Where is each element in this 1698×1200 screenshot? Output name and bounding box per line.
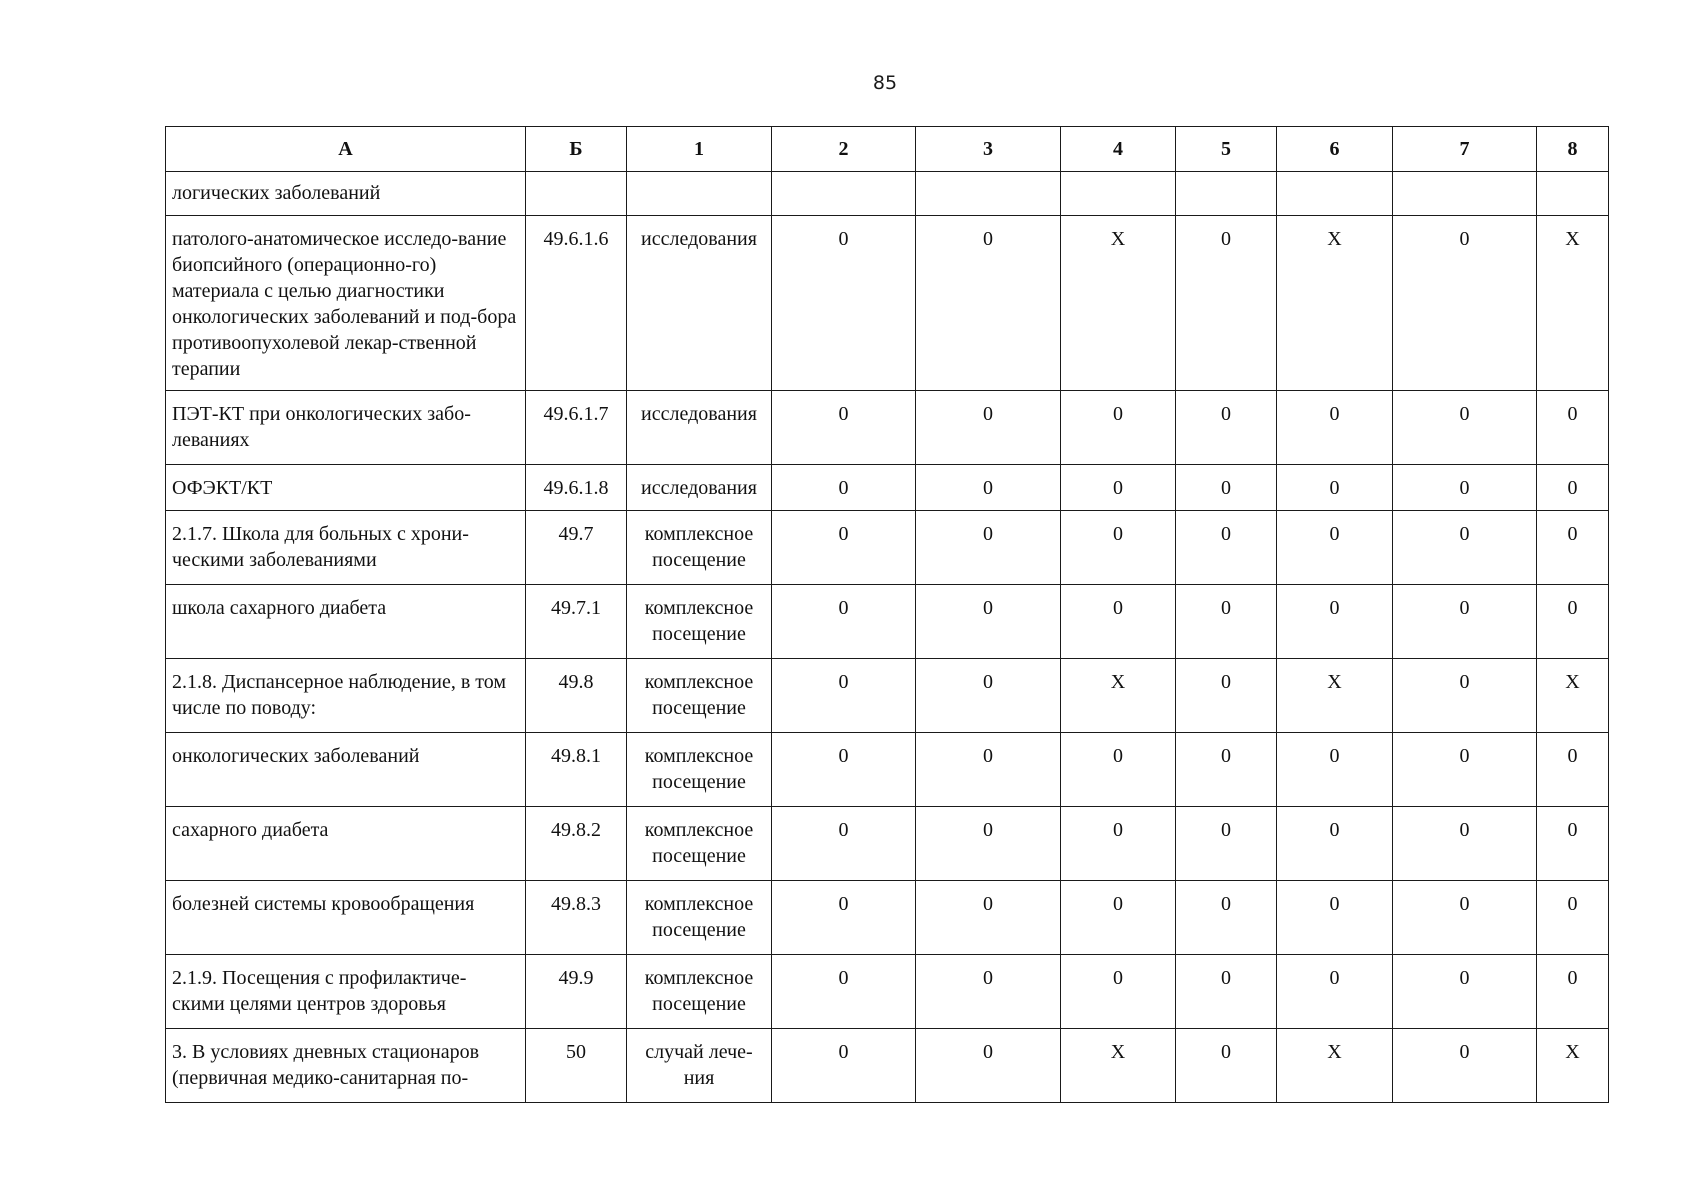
row-value-cell: X — [1061, 1029, 1176, 1103]
row-value-cell: X — [1277, 1029, 1393, 1103]
row-value-cell: 0 — [1061, 465, 1176, 511]
row-value-cell: 0 — [1061, 807, 1176, 881]
row-unit-cell: комплексное посещение — [627, 955, 772, 1029]
row-name-cell: сахарного диабета — [166, 807, 526, 881]
row-value-cell: 0 — [1176, 585, 1277, 659]
row-value-cell: 0 — [1277, 807, 1393, 881]
row-name-cell: болезней системы кровообращения — [166, 881, 526, 955]
row-code-cell: 49.9 — [526, 955, 627, 1029]
row-value-cell: 0 — [1061, 511, 1176, 585]
row-name-cell: онкологических заболеваний — [166, 733, 526, 807]
empty-cell — [526, 172, 627, 216]
row-unit-cell: комплексное посещение — [627, 659, 772, 733]
row-value-cell: 0 — [1393, 511, 1537, 585]
row-code-cell: 49.8.3 — [526, 881, 627, 955]
row-value-cell: 0 — [772, 216, 916, 391]
row-value-cell: 0 — [1176, 511, 1277, 585]
row-value-cell: 0 — [1061, 391, 1176, 465]
row-value-cell: 0 — [772, 465, 916, 511]
empty-cell — [772, 172, 916, 216]
row-name-cell: ПЭТ-КТ при онкологических забо-леваниях — [166, 391, 526, 465]
row-value-cell: 0 — [772, 955, 916, 1029]
row-value-cell: 0 — [1277, 465, 1393, 511]
column-header: А — [166, 127, 526, 172]
table-row — [166, 465, 1609, 511]
row-value-cell: 0 — [1277, 955, 1393, 1029]
empty-cell — [627, 172, 772, 216]
row-value-cell: 0 — [1393, 881, 1537, 955]
row-value-cell: 0 — [1061, 955, 1176, 1029]
table-header-row — [166, 127, 1609, 172]
row-value-cell: 0 — [1277, 585, 1393, 659]
empty-cell — [1277, 172, 1393, 216]
row-name-cell: 2.1.7. Школа для больных с хрони-ческими заболеваниями — [166, 511, 526, 585]
row-value-cell: X — [1277, 659, 1393, 733]
table-row — [166, 881, 1609, 955]
row-value-cell: 0 — [1061, 585, 1176, 659]
row-value-cell: 0 — [916, 391, 1061, 465]
column-header: 3 — [916, 127, 1061, 172]
row-value-cell: 0 — [1537, 807, 1609, 881]
row-value-cell: 0 — [1393, 733, 1537, 807]
row-unit-cell: случай лече-ния — [627, 1029, 772, 1103]
row-value-cell: 0 — [772, 733, 916, 807]
table-row — [166, 585, 1609, 659]
row-value-cell: 0 — [1176, 881, 1277, 955]
row-value-cell: 0 — [1393, 1029, 1537, 1103]
empty-cell — [1176, 172, 1277, 216]
row-code-cell: 50 — [526, 1029, 627, 1103]
table-row — [166, 955, 1609, 1029]
row-unit-cell: комплексное посещение — [627, 807, 772, 881]
column-header: 4 — [1061, 127, 1176, 172]
row-value-cell: 0 — [1176, 216, 1277, 391]
row-value-cell: X — [1277, 216, 1393, 391]
row-name-cell: патолого-анатомическое исследо-вание биопсийного (операционно-го) материала с целью диагностики онкологических заболеваний и под-бора противоопухолевой лекар-ственной терапии — [166, 216, 526, 391]
empty-cell — [1061, 172, 1176, 216]
row-unit-cell: комплексное посещение — [627, 585, 772, 659]
row-value-cell: 0 — [1393, 216, 1537, 391]
row-name-cell: ОФЭКТ/КТ — [166, 465, 526, 511]
row-value-cell: 0 — [916, 881, 1061, 955]
row-value-cell: X — [1061, 216, 1176, 391]
row-code-cell: 49.6.1.7 — [526, 391, 627, 465]
row-value-cell: 0 — [916, 511, 1061, 585]
row-value-cell: 0 — [1537, 955, 1609, 1029]
row-value-cell: 0 — [916, 955, 1061, 1029]
row-value-cell: 0 — [1176, 659, 1277, 733]
row-value-cell: X — [1061, 659, 1176, 733]
row-value-cell: 0 — [1393, 807, 1537, 881]
table-body — [166, 172, 1609, 1103]
row-unit-cell: исследования — [627, 216, 772, 391]
row-unit-cell: комплексное посещение — [627, 733, 772, 807]
table-row — [166, 391, 1609, 465]
row-value-cell: 0 — [1537, 585, 1609, 659]
row-unit-cell: исследования — [627, 465, 772, 511]
column-header: Б — [526, 127, 627, 172]
row-value-cell: 0 — [1537, 881, 1609, 955]
row-value-cell: 0 — [1061, 881, 1176, 955]
row-code-cell: 49.8.1 — [526, 733, 627, 807]
row-value-cell: 0 — [772, 391, 916, 465]
empty-cell — [916, 172, 1061, 216]
row-value-cell: 0 — [1277, 391, 1393, 465]
row-code-cell: 49.6.1.6 — [526, 216, 627, 391]
table-row — [166, 1029, 1609, 1103]
column-header: 6 — [1277, 127, 1393, 172]
row-name-cell: школа сахарного диабета — [166, 585, 526, 659]
row-value-cell: 0 — [916, 733, 1061, 807]
row-value-cell: 0 — [1537, 733, 1609, 807]
row-value-cell: 0 — [1176, 807, 1277, 881]
row-value-cell: 0 — [1176, 1029, 1277, 1103]
row-value-cell: X — [1537, 659, 1609, 733]
row-value-cell: 0 — [1277, 511, 1393, 585]
row-value-cell: 0 — [772, 511, 916, 585]
table-row-continuation — [166, 172, 1609, 216]
row-value-cell: 0 — [1176, 465, 1277, 511]
row-value-cell: 0 — [1537, 391, 1609, 465]
row-code-cell: 49.6.1.8 — [526, 465, 627, 511]
row-name-cell: 2.1.8. Диспансерное наблюдение, в том числе по поводу: — [166, 659, 526, 733]
column-header: 7 — [1393, 127, 1537, 172]
row-value-cell: 0 — [1393, 465, 1537, 511]
row-value-cell: 0 — [772, 659, 916, 733]
row-value-cell: 0 — [1176, 391, 1277, 465]
row-value-cell: 0 — [1393, 955, 1537, 1029]
column-header: 1 — [627, 127, 772, 172]
table-row — [166, 733, 1609, 807]
row-value-cell: 0 — [1061, 733, 1176, 807]
table-row — [166, 807, 1609, 881]
empty-cell — [1393, 172, 1537, 216]
row-value-cell: 0 — [916, 585, 1061, 659]
column-header: 5 — [1176, 127, 1277, 172]
row-value-cell: 0 — [772, 1029, 916, 1103]
row-unit-cell: исследования — [627, 391, 772, 465]
row-value-cell: 0 — [1277, 733, 1393, 807]
row-value-cell: X — [1537, 1029, 1609, 1103]
row-value-cell: 0 — [916, 1029, 1061, 1103]
row-code-cell: 49.7 — [526, 511, 627, 585]
row-code-cell: 49.7.1 — [526, 585, 627, 659]
row-value-cell: 0 — [916, 465, 1061, 511]
row-value-cell: 0 — [916, 807, 1061, 881]
row-value-cell: 0 — [1393, 659, 1537, 733]
row-value-cell: 0 — [1176, 955, 1277, 1029]
column-header: 2 — [772, 127, 916, 172]
row-unit-cell: комплексное посещение — [627, 511, 772, 585]
row-name-cell: 2.1.9. Посещения с профилактиче-скими целями центров здоровья — [166, 955, 526, 1029]
row-value-cell: 0 — [772, 585, 916, 659]
table-row — [166, 659, 1609, 733]
row-value-cell: 0 — [1537, 465, 1609, 511]
row-value-cell: 0 — [916, 659, 1061, 733]
row-unit-cell: комплексное посещение — [627, 881, 772, 955]
row-code-cell: 49.8 — [526, 659, 627, 733]
row-value-cell: 0 — [1277, 881, 1393, 955]
data-table — [165, 126, 1609, 1103]
table-row — [166, 511, 1609, 585]
row-value-cell: 0 — [772, 881, 916, 955]
row-value-cell: 0 — [1393, 585, 1537, 659]
row-value-cell: 0 — [772, 807, 916, 881]
row-name-cell: 3. В условиях дневных стационаров (первичная медико-санитарная по- — [166, 1029, 526, 1103]
table-row — [166, 216, 1609, 391]
row-code-cell: 49.8.2 — [526, 807, 627, 881]
row-name-cell: логических заболеваний — [166, 172, 526, 216]
row-value-cell: 0 — [1393, 391, 1537, 465]
row-value-cell: 0 — [916, 216, 1061, 391]
row-value-cell: X — [1537, 216, 1609, 391]
page-number: 85 — [872, 72, 898, 94]
row-value-cell: 0 — [1176, 733, 1277, 807]
row-value-cell: 0 — [1537, 511, 1609, 585]
column-header: 8 — [1537, 127, 1609, 172]
empty-cell — [1537, 172, 1609, 216]
